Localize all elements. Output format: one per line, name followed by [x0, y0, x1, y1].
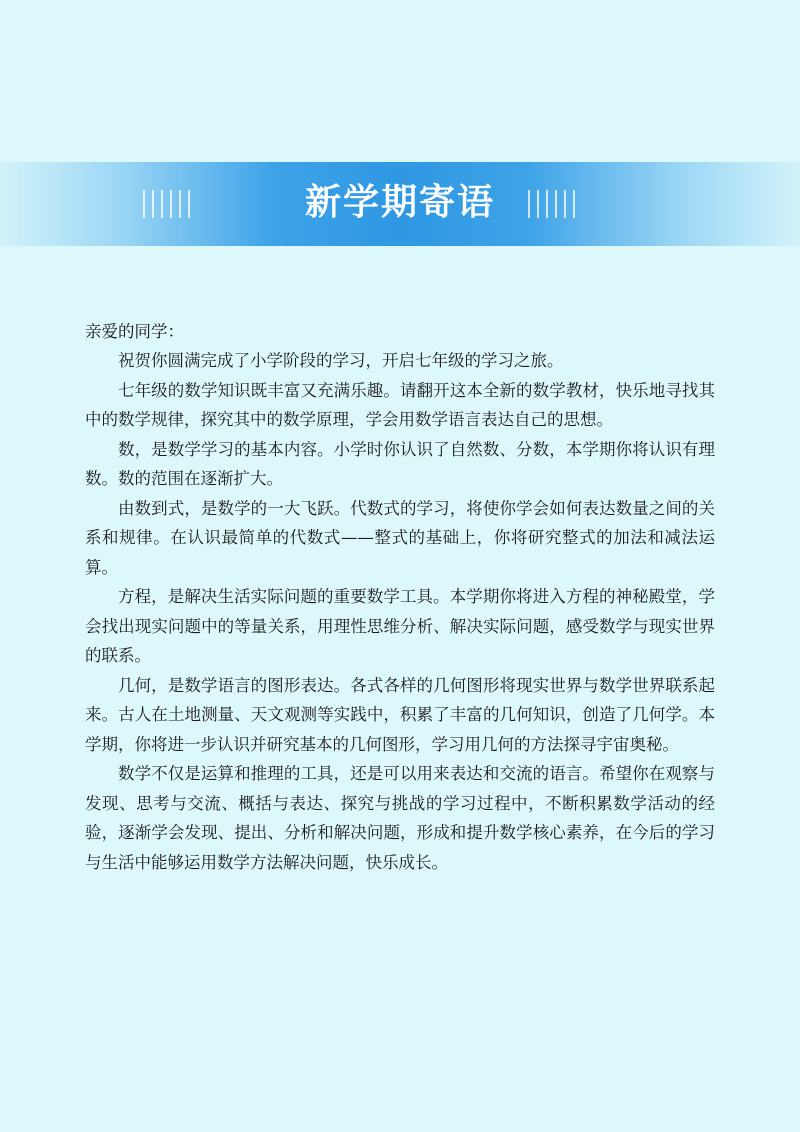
title-banner — [0, 162, 800, 246]
letter-body — [85, 318, 715, 877]
paragraph-5: 方程，是解决生活实际问题的重要数学工具。本学期你将进入方程的神秘殿堂，学会找出现实问题中的等量关系，用理性思维分析、解决实际问题，感受数学与现实世界的联系。 — [85, 587, 715, 665]
paragraph-2: 七年级的数学知识既丰富又充满乐趣。请翻开这本全新的数学教材，快乐地寻找其中的数学规律，探究其中的数学原理，学会用数学语言表达自己的思想。 — [85, 380, 715, 429]
paragraph-6: 几何，是数学语言的图形表达。各式各样的几何图形将现实世界与数学世界联系起来。古人在土地测量、天文观测等实践中，积累了丰富的几何知识，创造了几何学。本学期，你将进一步认识并研究基本的几何图形，学习用几何的方法探寻宇宙奥秘。 — [85, 675, 715, 754]
greeting: 亲爱的同学： — [85, 322, 184, 341]
paragraph-1: 祝贺你圆满完成了小学阶段的学习，开启七年级的学习之旅。 — [118, 351, 564, 370]
paragraph-3: 数，是数学学习的基本内容。小学时你认识了自然数、分数，本学期你将认识有理数。数的范围在逐渐扩大。 — [85, 439, 715, 488]
page-title: 新学期寄语 — [304, 181, 495, 223]
paragraph-4: 由数到式，是数学的一大飞跃。代数式的学习，将使你学会如何表达数量之间的关系和规律。在认识最简单的代数式——整式的基础上，你将研究整式的加法和减法运算。 — [85, 498, 715, 577]
paragraph-7: 数学不仅是运算和推理的工具，还是可以用来表达和交流的语言。希望你在观察与发现、思考与交流、概括与表达、探究与挑战的学习过程中，不断积累数学活动的经验，逐渐学会发现、提出、分析和解决问题，形成和提升数学核心素养，在今后的学习与生活中能够运用数学方法解决问题，快乐成长。 — [85, 764, 715, 872]
